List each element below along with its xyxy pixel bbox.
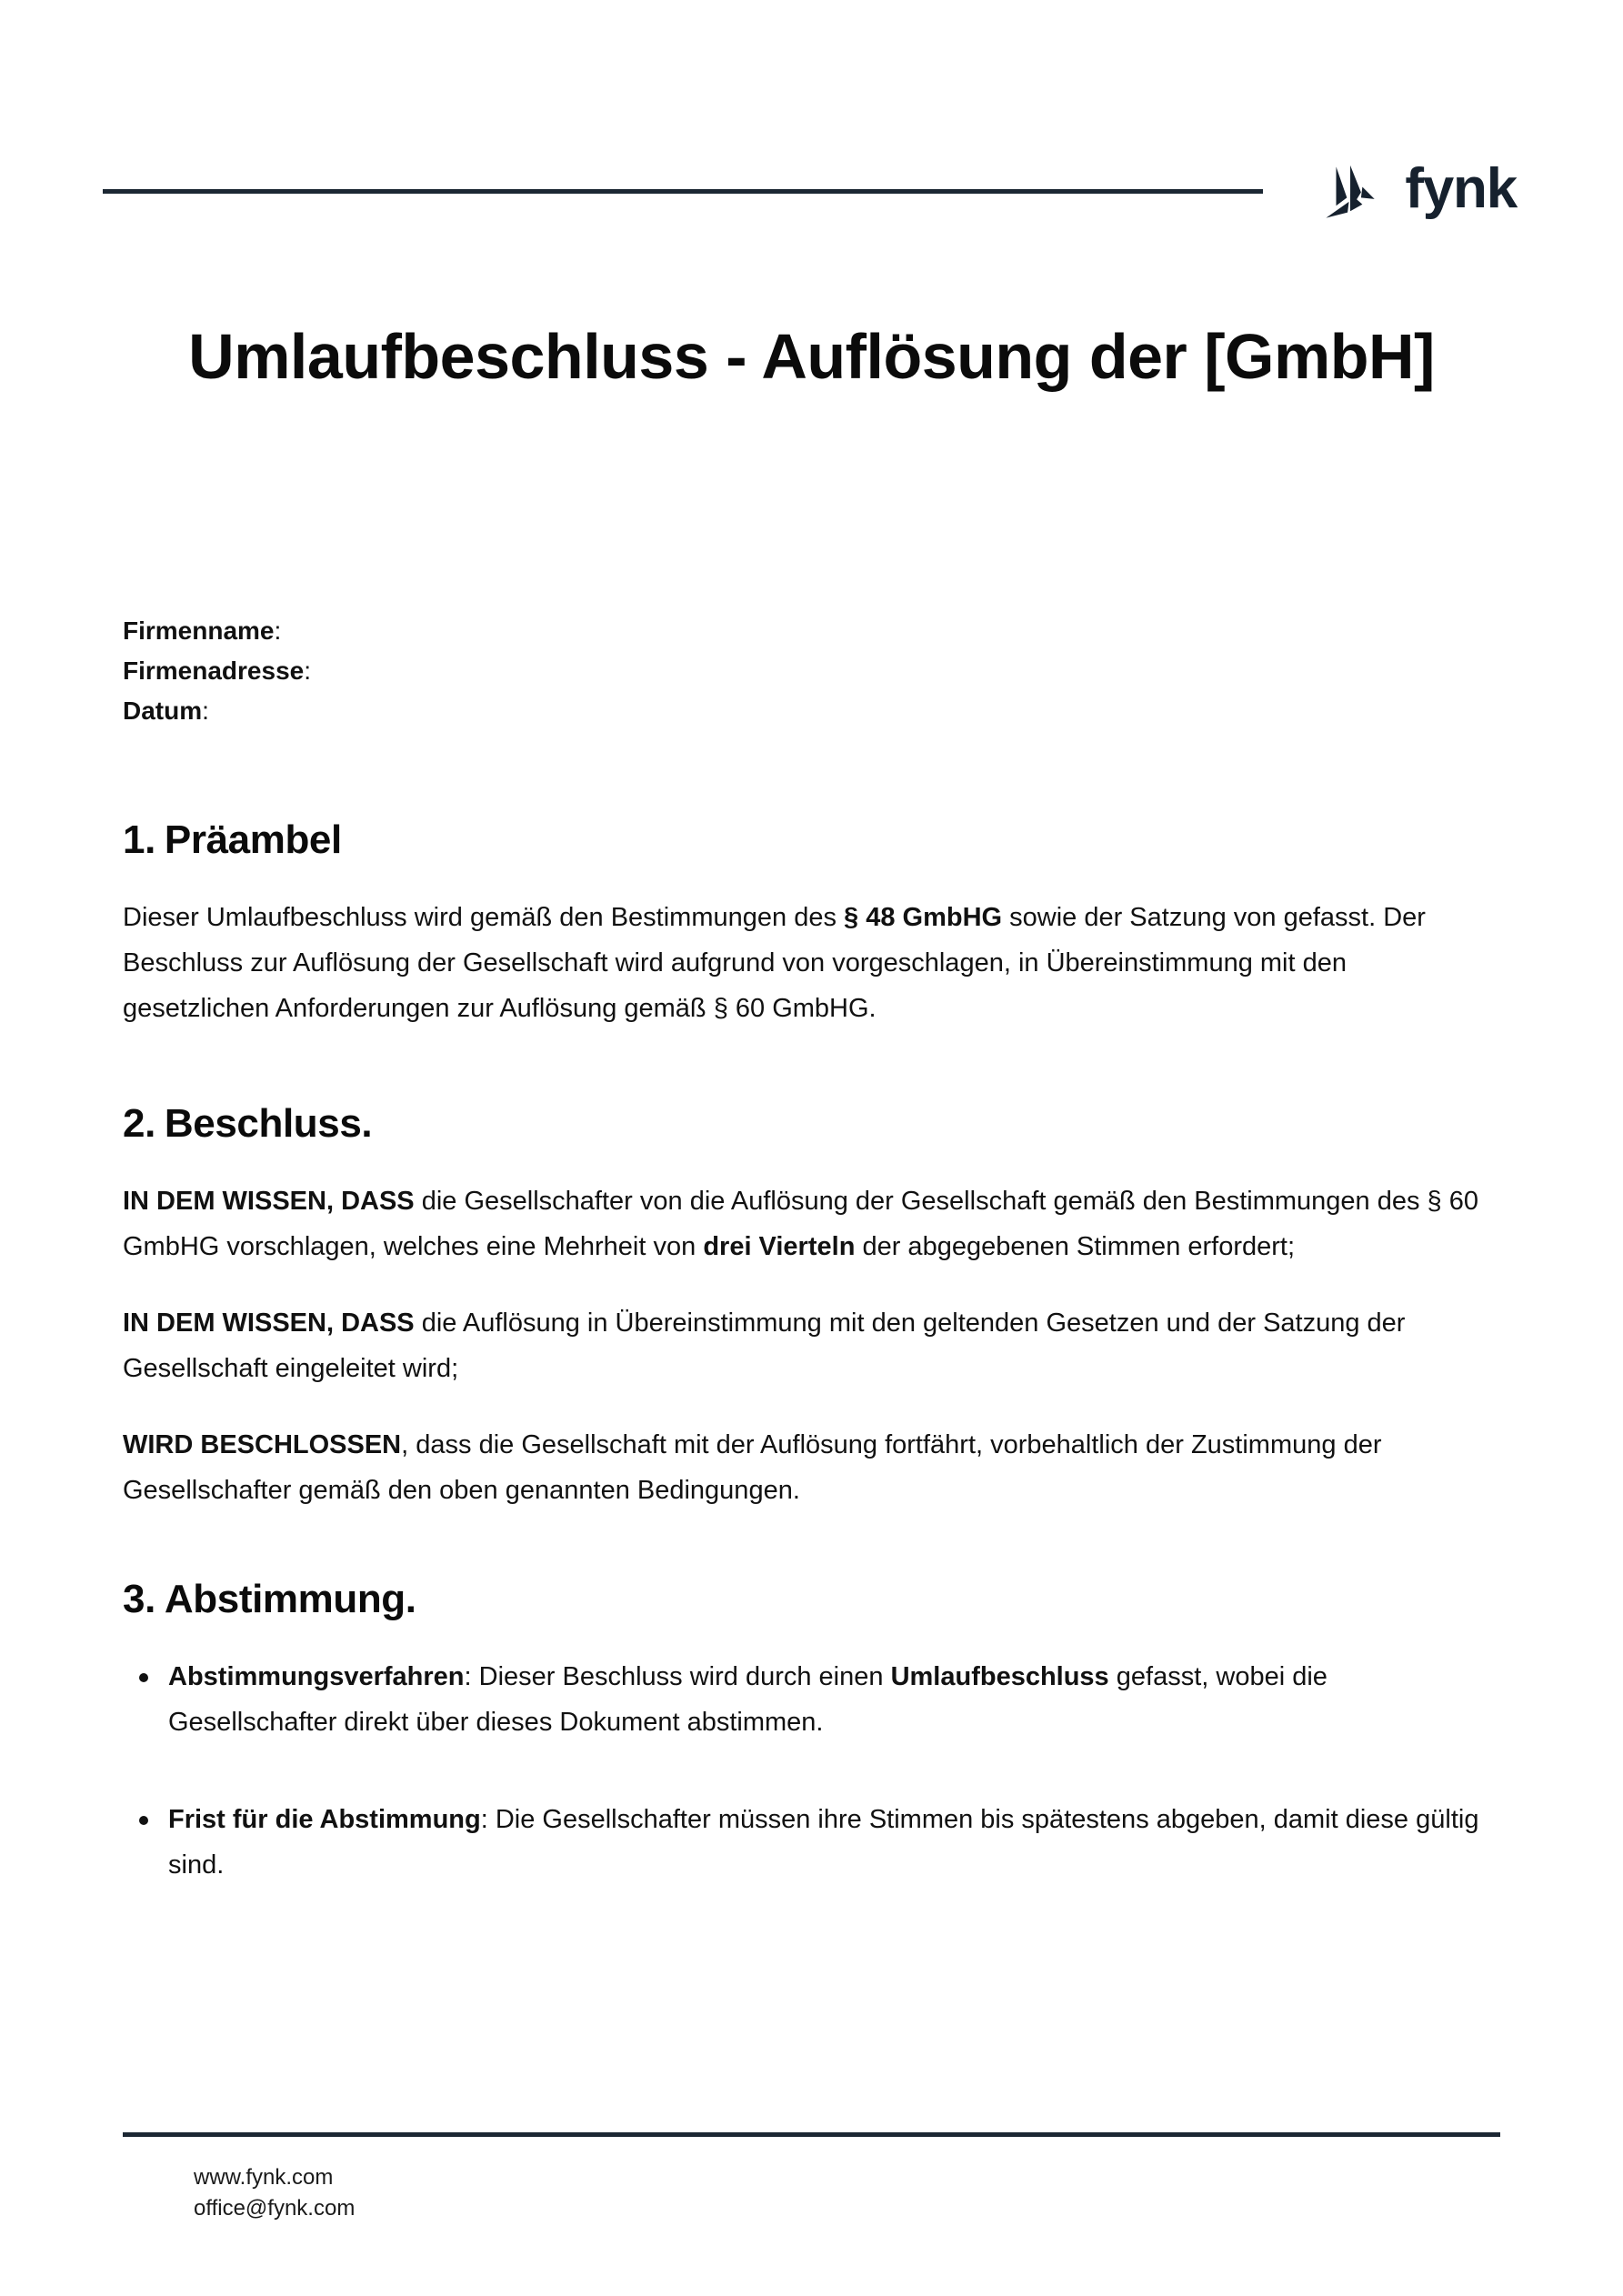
voting-bullet-1-text-b: gefasst, wobei die Gesellschafter direkt über dieses Dokument abstimmen. — [168, 1661, 1327, 1737]
footer-website[interactable]: www.fynk.com — [194, 2165, 334, 2190]
section-resolution — [123, 1098, 1500, 1513]
list-item — [123, 1655, 1500, 1746]
page-title: Umlaufbeschluss - Auflösung der [GmbH] — [188, 321, 1435, 392]
section-voting-title: Abstimmung. — [164, 1576, 416, 1621]
document-footer — [123, 2132, 1500, 2224]
company-meta-block — [123, 611, 1500, 731]
section-resolution-title: Beschluss. — [164, 1101, 373, 1147]
resolution-paragraph-2 — [123, 1301, 1500, 1392]
section-preamble-number: 1. — [123, 817, 155, 862]
resolution-text-1a: die Gesellschafter von die Auflösung der Gesellschaft gemäß den Bestimmungen des § 60 GmbHG vorschlagen, welches eine Mehrheit von — [123, 1187, 1478, 1262]
section-preamble — [123, 815, 1500, 1032]
preamble-statute-reference: § 48 GmbHG — [844, 902, 1003, 932]
company-address-label: Firmenadresse — [123, 656, 305, 685]
resolution-whereas-1: IN DEM WISSEN, DASS — [123, 1187, 415, 1217]
section-preamble-heading — [123, 815, 1500, 865]
list-item — [123, 1798, 1500, 1889]
company-address-line — [123, 651, 1500, 691]
company-name-label: Firmenname — [123, 617, 275, 645]
section-voting-number: 3. — [123, 1576, 155, 1621]
section-voting — [123, 1574, 1500, 1890]
voting-bullet-1-text-a: : Dieser Beschluss wird durch einen — [464, 1661, 891, 1691]
resolution-paragraph-1 — [123, 1179, 1500, 1270]
company-name-line — [123, 611, 1500, 651]
resolution-whereas-2: IN DEM WISSEN, DASS — [123, 1308, 415, 1338]
date-line — [123, 691, 1500, 731]
footer-divider — [123, 2132, 1500, 2137]
document-body — [123, 611, 1500, 1956]
resolution-majority-threshold: drei Vierteln — [703, 1232, 856, 1262]
date-colon: : — [202, 696, 209, 725]
resolution-resolved-clause: WIRD BESCHLOSSEN — [123, 1429, 402, 1459]
brand-name: fynk — [1405, 157, 1517, 220]
voting-bullet-1-lead: Abstimmungsverfahren — [168, 1661, 465, 1691]
brand-logo — [1319, 157, 1520, 225]
section-voting-heading — [123, 1574, 1500, 1624]
company-address-colon: : — [304, 656, 311, 685]
header-divider — [103, 189, 1263, 194]
preamble-text-2: sowie der Satzung von gefasst. Der Beschluss zur Auflösung der Gesellschaft wird aufgrund von vorgeschlagen, in Übereinstimmung mit den gesetzlichen Anforderungen zur Auflösung gemäß § 60 GmbHG. — [123, 902, 1426, 1023]
preamble-text-1: Dieser Umlaufbeschluss wird gemäß den Bestimmungen des — [123, 902, 845, 932]
company-name-colon: : — [274, 617, 282, 645]
section-resolution-number: 2. — [123, 1101, 155, 1147]
fynk-origami-bird-icon — [1319, 157, 1387, 225]
section-preamble-paragraph — [123, 896, 1500, 1032]
resolution-text-2: die Auflösung in Übereinstimmung mit den geltenden Gesetzen und der Satzung der Gesellschaft eingeleitet wird; — [123, 1308, 1406, 1384]
footer-contact-block — [123, 2162, 1500, 2224]
date-label: Datum — [123, 696, 203, 725]
section-preamble-title: Präambel — [164, 817, 342, 862]
resolution-text-1b: der abgegebenen Stimmen erfordert; — [855, 1232, 1296, 1262]
document-header — [103, 141, 1520, 241]
voting-bullet-2-text-a: : Die Gesellschafter müssen ihre Stimmen bis spätestens abgeben, damit diese gültig sind. — [168, 1805, 1479, 1880]
section-resolution-heading — [123, 1098, 1500, 1148]
footer-email[interactable]: office@fynk.com — [194, 2196, 356, 2221]
voting-bullet-2-lead: Frist für die Abstimmung — [168, 1805, 481, 1835]
resolution-text-3: , dass die Gesellschaft mit der Auflösung fortfährt, vorbehaltlich der Zustimmung der Gesellschafter gemäß den oben genannten Bedingungen. — [123, 1429, 1382, 1505]
resolution-paragraph-3 — [123, 1423, 1500, 1514]
voting-bullet-1-bold-inline: Umlaufbeschluss — [890, 1661, 1109, 1691]
voting-bullet-list — [123, 1655, 1500, 1890]
